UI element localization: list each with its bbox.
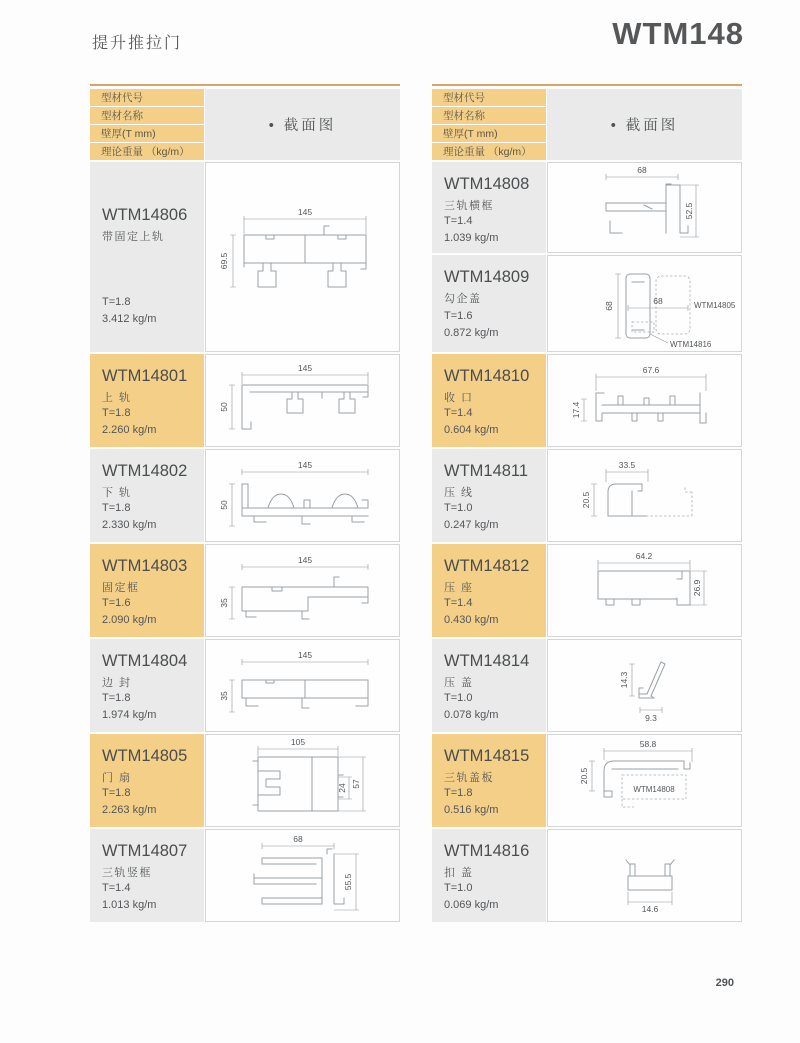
profile-row bbox=[432, 829, 742, 922]
section-diagram bbox=[547, 734, 742, 827]
profile-info bbox=[90, 544, 204, 637]
dimension-label: 17.4 bbox=[571, 401, 581, 419]
dimension-label: 55.5 bbox=[343, 873, 353, 891]
section-diagram bbox=[547, 162, 742, 253]
dimension-label: 35 bbox=[219, 691, 229, 701]
profile-info bbox=[90, 162, 204, 352]
header-profile-name: 型材名称 bbox=[432, 107, 546, 124]
section-diagram bbox=[205, 544, 400, 637]
profile-info bbox=[432, 829, 546, 922]
dimension-label: 145 bbox=[297, 650, 313, 660]
profile-row bbox=[432, 354, 742, 447]
profile-info bbox=[432, 544, 546, 637]
profile-row bbox=[432, 639, 742, 732]
dimension-label: 145 bbox=[297, 460, 313, 470]
profile-info bbox=[432, 162, 546, 253]
dimension-label: 50 bbox=[219, 500, 229, 510]
section-diagram-header: • 截面图 bbox=[205, 89, 400, 160]
dimension-label: 20.5 bbox=[581, 491, 591, 509]
accent-line bbox=[90, 84, 400, 86]
profile-code: WTM14808 bbox=[444, 175, 530, 193]
profile-code: WTM14816 bbox=[444, 842, 530, 860]
profile-row bbox=[90, 354, 400, 447]
profile-name: 门 扇 bbox=[102, 772, 132, 784]
dimension-label: 57 bbox=[351, 779, 361, 789]
header-weight: 理论重量 （kg/m） bbox=[432, 143, 546, 160]
cross-section-drawing bbox=[548, 355, 741, 446]
section-diagram bbox=[205, 829, 400, 922]
cross-section-drawing bbox=[206, 830, 399, 921]
section-diagram bbox=[205, 354, 400, 447]
profile-info bbox=[432, 449, 546, 542]
thickness-value: T=1.0 bbox=[444, 692, 473, 704]
profile-row bbox=[432, 449, 742, 542]
table-left bbox=[90, 84, 400, 924]
profile-name: 固定框 bbox=[102, 582, 140, 594]
profile-info bbox=[432, 639, 546, 732]
profile-code: WTM14814 bbox=[444, 652, 530, 670]
dimension-label: 68 bbox=[293, 834, 303, 844]
dimension-label: 14.6 bbox=[641, 904, 659, 914]
profile-row bbox=[90, 544, 400, 637]
weight-value: 3.412 kg/m bbox=[102, 312, 157, 325]
cross-section-drawing bbox=[206, 640, 399, 731]
profile-name: 压 线 bbox=[444, 487, 474, 499]
cross-section-drawing bbox=[548, 450, 741, 541]
thickness-value: T=1.8 bbox=[102, 787, 131, 799]
cross-section-drawing bbox=[206, 735, 399, 826]
page-title: 提升推拉门 bbox=[92, 35, 183, 52]
profile-info bbox=[432, 255, 546, 352]
dimension-label: 67.6 bbox=[642, 365, 660, 375]
cross-section-drawing bbox=[548, 545, 741, 636]
profile-name: 收 口 bbox=[444, 392, 474, 404]
dimension-label: 24 bbox=[337, 783, 347, 793]
profile-code: WTM14807 bbox=[102, 842, 188, 860]
profile-name: 压 座 bbox=[444, 582, 474, 594]
profile-name: 扣 盖 bbox=[444, 867, 474, 879]
profile-name: 带固定上轨 bbox=[102, 231, 165, 243]
header-labels bbox=[90, 89, 204, 160]
section-diagram bbox=[205, 639, 400, 732]
thickness-value: T=1.4 bbox=[444, 215, 473, 227]
thickness-value: T=1.8 bbox=[102, 692, 131, 704]
header-weight: 理论重量 （kg/m） bbox=[90, 143, 204, 160]
weight-value: 0.516 kg/m bbox=[444, 804, 499, 817]
profile-code: WTM14804 bbox=[102, 652, 188, 670]
profile-row bbox=[90, 449, 400, 542]
weight-value: 2.090 kg/m bbox=[102, 614, 157, 627]
thickness-value: T=1.6 bbox=[102, 597, 131, 609]
profile-row bbox=[90, 162, 400, 352]
header-profile-code: 型材代号 bbox=[90, 89, 204, 106]
section-diagram bbox=[547, 544, 742, 637]
weight-value: 2.330 kg/m bbox=[102, 519, 157, 532]
thickness-value: T=1.0 bbox=[444, 882, 473, 894]
profile-name: 下 轨 bbox=[102, 487, 132, 499]
dimension-label: 68 bbox=[637, 165, 647, 175]
profile-info bbox=[90, 639, 204, 732]
dimension-label: 50 bbox=[219, 402, 229, 412]
cross-section-drawing bbox=[548, 256, 741, 351]
table-header bbox=[432, 89, 742, 160]
dimension-label: 68 bbox=[653, 296, 663, 306]
section-diagram bbox=[547, 354, 742, 447]
dimension-label: 69.5 bbox=[219, 252, 229, 270]
weight-value: 2.263 kg/m bbox=[102, 804, 157, 817]
profile-code: WTM14815 bbox=[444, 747, 530, 765]
cross-section-drawing bbox=[548, 735, 741, 826]
dimension-label: 26.9 bbox=[692, 579, 702, 597]
reference-label: WTM14808 bbox=[633, 785, 675, 794]
profile-info bbox=[432, 354, 546, 447]
weight-value: 1.013 kg/m bbox=[102, 899, 157, 912]
profile-name: 边 封 bbox=[102, 677, 132, 689]
profile-name: 勾企盖 bbox=[444, 293, 482, 305]
section-diagram bbox=[547, 449, 742, 542]
section-diagram bbox=[205, 449, 400, 542]
section-diagram-header: • 截面图 bbox=[547, 89, 742, 160]
profile-code: WTM14803 bbox=[102, 557, 188, 575]
profile-row bbox=[432, 544, 742, 637]
weight-value: 0.078 kg/m bbox=[444, 709, 499, 722]
cross-section-drawing bbox=[206, 545, 399, 636]
header-profile-name: 型材名称 bbox=[90, 107, 204, 124]
profile-code: WTM14809 bbox=[444, 268, 530, 286]
cross-section-drawing bbox=[206, 163, 399, 351]
weight-value: 0.430 kg/m bbox=[444, 614, 499, 627]
profile-name: 三轨盖板 bbox=[444, 772, 494, 784]
profile-row bbox=[432, 734, 742, 827]
dimension-label: 105 bbox=[290, 737, 306, 747]
header-labels bbox=[432, 89, 546, 160]
page-number: 290 bbox=[715, 977, 734, 989]
profile-name: 三轨横框 bbox=[444, 200, 494, 212]
thickness-value: T=1.0 bbox=[444, 502, 473, 514]
profile-name: 三轨竖框 bbox=[102, 867, 152, 879]
profile-info bbox=[432, 734, 546, 827]
thickness-value: T=1.4 bbox=[102, 882, 131, 894]
profile-code: WTM14801 bbox=[102, 367, 188, 385]
profile-name: 压 盖 bbox=[444, 677, 474, 689]
profile-row bbox=[432, 162, 742, 253]
cross-section-drawing bbox=[548, 830, 741, 921]
dimension-label: 35 bbox=[219, 598, 229, 608]
dimension-label: 14.3 bbox=[619, 671, 629, 689]
thickness-value: T=1.8 bbox=[102, 502, 131, 514]
dimension-label: 33.5 bbox=[618, 460, 636, 470]
profile-code: WTM14811 bbox=[444, 462, 529, 480]
section-diagram bbox=[547, 255, 742, 352]
profile-info bbox=[90, 829, 204, 922]
dimension-label: 64.2 bbox=[635, 551, 653, 561]
dimension-label: 20.5 bbox=[579, 767, 589, 785]
dimension-label: 145 bbox=[297, 555, 313, 565]
dimension-label: 58.8 bbox=[639, 739, 657, 749]
header-thickness: 壁厚(T mm) bbox=[90, 125, 204, 142]
thickness-value: T=1.4 bbox=[444, 597, 473, 609]
table-header bbox=[90, 89, 400, 160]
profile-row bbox=[90, 639, 400, 732]
weight-value: 1.974 kg/m bbox=[102, 709, 157, 722]
table-right bbox=[432, 84, 742, 924]
weight-value: 0.604 kg/m bbox=[444, 424, 499, 437]
thickness-value: T=1.8 bbox=[102, 407, 131, 419]
model-code: WTM148 bbox=[612, 16, 744, 51]
cross-section-drawing bbox=[206, 355, 399, 446]
dimension-label: 9.3 bbox=[645, 713, 657, 723]
profile-row bbox=[90, 829, 400, 922]
thickness-value: T=1.8 bbox=[444, 787, 473, 799]
dimension-label: 68 bbox=[604, 301, 614, 311]
profile-code: WTM14812 bbox=[444, 557, 530, 575]
profile-code: WTM14802 bbox=[102, 462, 188, 480]
profile-code: WTM14805 bbox=[102, 747, 188, 765]
profile-tables bbox=[90, 84, 742, 924]
header-thickness: 壁厚(T mm) bbox=[432, 125, 546, 142]
dimension-label: 52.5 bbox=[684, 202, 694, 220]
section-diagram bbox=[547, 639, 742, 732]
cross-section-drawing bbox=[548, 163, 741, 252]
profile-info bbox=[90, 354, 204, 447]
section-diagram bbox=[205, 734, 400, 827]
reference-label: WTM14816 bbox=[670, 340, 712, 349]
profile-row bbox=[432, 255, 742, 352]
dimension-label: 145 bbox=[297, 207, 313, 217]
profile-name: 上 轨 bbox=[102, 392, 132, 404]
thickness-value: T=1.6 bbox=[444, 309, 473, 322]
cross-section-drawing bbox=[548, 640, 741, 731]
dimension-label: 145 bbox=[297, 363, 313, 373]
weight-value: 0.069 kg/m bbox=[444, 899, 499, 912]
cross-section-drawing bbox=[206, 450, 399, 541]
profile-info bbox=[90, 449, 204, 542]
section-diagram bbox=[547, 829, 742, 922]
profile-code: WTM14810 bbox=[444, 367, 530, 385]
header-profile-code: 型材代号 bbox=[432, 89, 546, 106]
weight-value: 2.260 kg/m bbox=[102, 424, 157, 437]
thickness-value: T=1.4 bbox=[444, 407, 473, 419]
section-diagram bbox=[205, 162, 400, 352]
reference-label: WTM14805 bbox=[694, 301, 736, 310]
accent-line bbox=[432, 84, 742, 86]
weight-value: 0.872 kg/m bbox=[444, 326, 499, 339]
profile-info bbox=[90, 734, 204, 827]
profile-row bbox=[90, 734, 400, 827]
profile-code: WTM14806 bbox=[102, 206, 188, 224]
thickness-value: T=1.8 bbox=[102, 295, 131, 308]
weight-value: 0.247 kg/m bbox=[444, 519, 499, 532]
weight-value: 1.039 kg/m bbox=[444, 232, 499, 245]
